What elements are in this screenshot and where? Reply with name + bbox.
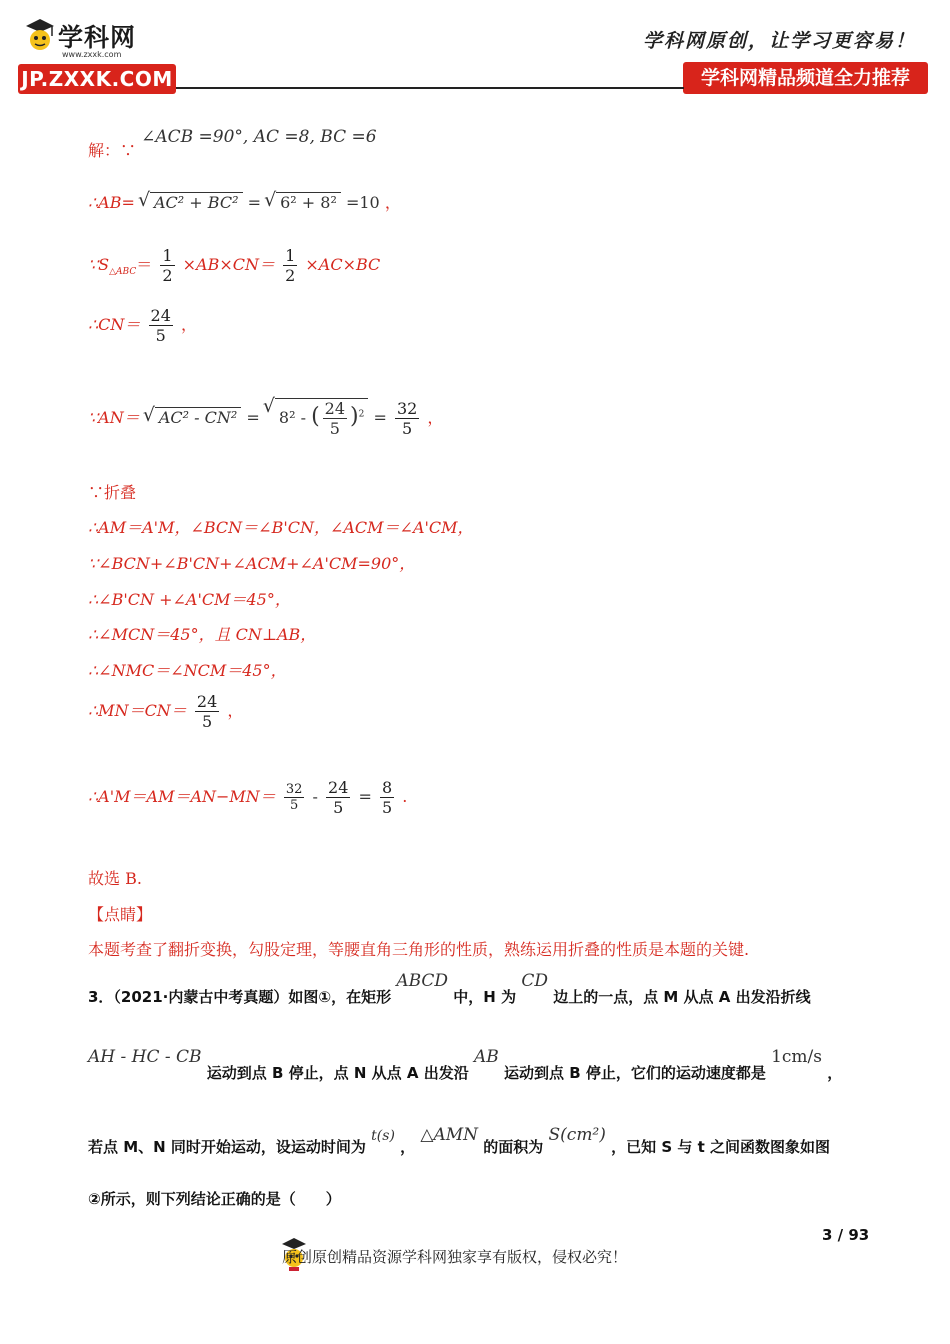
equals-sign: =: [358, 787, 372, 806]
cn-label: ∴CN＝: [88, 315, 141, 334]
solution-line-4: [88, 306, 197, 345]
solution-line-2: [88, 190, 401, 213]
footer-copyright: 原创原创精品资源学科网独家享有版权，侵权必究！: [282, 1248, 628, 1266]
frac-den: 5: [149, 325, 173, 345]
solution-line-12: [88, 692, 243, 731]
punct: ，: [427, 408, 444, 427]
problem-text: 的面积为: [483, 1138, 544, 1156]
equals-sign: =: [247, 193, 261, 212]
punct: ，: [384, 193, 401, 212]
solution-comment-text: 本题考查了翻折变换，勾股定理，等腰直角三角形的性质，熟练运用折叠的性质是本题的关键.: [88, 940, 750, 959]
solution-line-10: ∴∠MCN＝45°，且 CN⊥AB，: [88, 625, 317, 644]
area-end: ×AC×BC: [305, 255, 381, 274]
math-path: AH - HC - CB: [88, 1047, 202, 1067]
logo-url: www.zxxk.com: [62, 50, 122, 59]
frac-num: 24: [328, 778, 349, 797]
punct: .: [402, 787, 408, 806]
radical-6-8: √ 6² + 8²: [276, 192, 341, 212]
frac-den: 5: [382, 798, 393, 817]
ab-result: =10: [345, 193, 380, 212]
solution-line-9: ∴∠B'CN +∠A'CM＝45°，: [88, 590, 291, 609]
punct: ，: [180, 315, 197, 334]
area-label: ∵S: [88, 255, 110, 274]
math-cd: CD: [521, 971, 548, 991]
frac-num: 1: [285, 246, 296, 265]
given-math: ∠ACB =90°, AC =8, BC =6: [141, 127, 377, 147]
frac-num: 32: [285, 782, 303, 797]
area-subscript: △ABC: [109, 267, 137, 278]
problem-text: 运动到点 B 停止，点 N 从点 A 出发沿: [206, 1064, 469, 1082]
frac-den: 5: [326, 797, 350, 817]
logo-text: 学科网: [58, 23, 137, 52]
equals-sign: =: [246, 408, 260, 427]
solution-line-8: ∵∠BCN+∠B'CN+∠ACM+∠A'CM=90°，: [88, 554, 416, 573]
solution-line-1: [88, 124, 377, 160]
solution-line-13: [88, 778, 407, 817]
problem-line-3: [88, 1124, 830, 1156]
frac-num: 24: [150, 306, 171, 325]
logo-domain-badge: JP.ZXXK.COM: [18, 64, 176, 94]
ab-label: ∴AB=: [88, 193, 135, 212]
solution-line-6: ∵折叠: [88, 483, 137, 502]
problem-line-1: [88, 970, 811, 1006]
problem-text: ，已知 S 与 t 之间函数图象如图: [611, 1138, 830, 1156]
problem-text: 边上的一点，点 M 从点 A 出发沿折线: [553, 988, 811, 1006]
math-speed: 1cm/s: [771, 1047, 823, 1067]
punct: ，: [400, 1138, 416, 1156]
equals-sign: =: [373, 408, 387, 427]
mn-label: ∴MN＝CN＝: [88, 701, 187, 720]
am-label: ∴A'M＝AM＝AN−MN＝: [88, 787, 276, 806]
solution-line-11: ∴∠NMC＝∠NCM＝45°，: [88, 661, 287, 680]
math-area: S(cm²): [548, 1125, 606, 1145]
equals-sign: ＝: [136, 255, 153, 274]
an-label: ∵AN＝: [88, 408, 140, 427]
math-triangle: △AMN: [420, 1125, 479, 1145]
punct: ，: [227, 701, 244, 720]
frac-num: 24: [324, 399, 346, 418]
radical-ac-cn: √ AC² - CN²: [155, 407, 241, 427]
frac-den: 5: [195, 711, 219, 731]
punct: ，: [827, 1064, 843, 1082]
frac-den: 5: [395, 418, 419, 438]
solution-answer: 故选 B.: [88, 869, 142, 888]
problem-text: 运动到点 B 停止，它们的运动速度都是: [503, 1064, 766, 1082]
frac-num: 32: [396, 399, 418, 418]
minus-sign: -: [312, 787, 318, 806]
given-label: 解：∵: [88, 141, 137, 160]
logo-mascot-icon: [22, 16, 58, 52]
frac-num: 1: [162, 246, 173, 265]
header-slogan: 学科网原创，让学习更容易！: [643, 30, 917, 52]
problem-line-4: ②所示，则下列结论正确的是（ ）: [88, 1190, 341, 1208]
header-divider: [176, 87, 684, 89]
problem-line-2: [88, 1046, 843, 1082]
exponent: 2: [358, 409, 365, 420]
frac-den: 5: [284, 797, 305, 813]
math-ab: AB: [473, 1047, 499, 1067]
math-time: t(s): [371, 1128, 395, 1144]
problem-text: 中，H 为: [453, 988, 517, 1006]
radical-ac-bc: √ AC² + BC²: [150, 192, 243, 212]
solution-line-3: [88, 246, 380, 285]
radical-8-part: 8² -: [278, 408, 306, 427]
area-mid: ×AB×CN＝: [182, 255, 275, 274]
frac-num: 24: [196, 692, 218, 711]
solution-comment-heading: 【点睛】: [88, 905, 153, 924]
problem-text: 若点 M、N 同时开始运动，设运动时间为: [88, 1138, 366, 1156]
problem-intro: 3．（2021·内蒙古中考真题）如图①，在矩形: [88, 988, 392, 1006]
solution-line-7: ∴AM＝A'M，∠BCN＝∠B'CN，∠ACM＝∠A'CM，: [88, 518, 474, 537]
frac-den: 2: [285, 266, 296, 285]
solution-line-5: ∵AN＝ √ AC² - CN² = √ 8² - ( $\frac{24}{5}$ )$^2$ = $\frac{32}{5}$ ，: [88, 398, 443, 438]
frac-den: 5: [323, 418, 347, 438]
math-abcd: ABCD: [396, 971, 449, 991]
frac-num: 8: [382, 778, 393, 797]
frac-den: 2: [162, 266, 173, 285]
header-banner: 学科网精品频道全力推荐: [683, 62, 928, 94]
page-number: 3 / 93: [822, 1226, 870, 1244]
